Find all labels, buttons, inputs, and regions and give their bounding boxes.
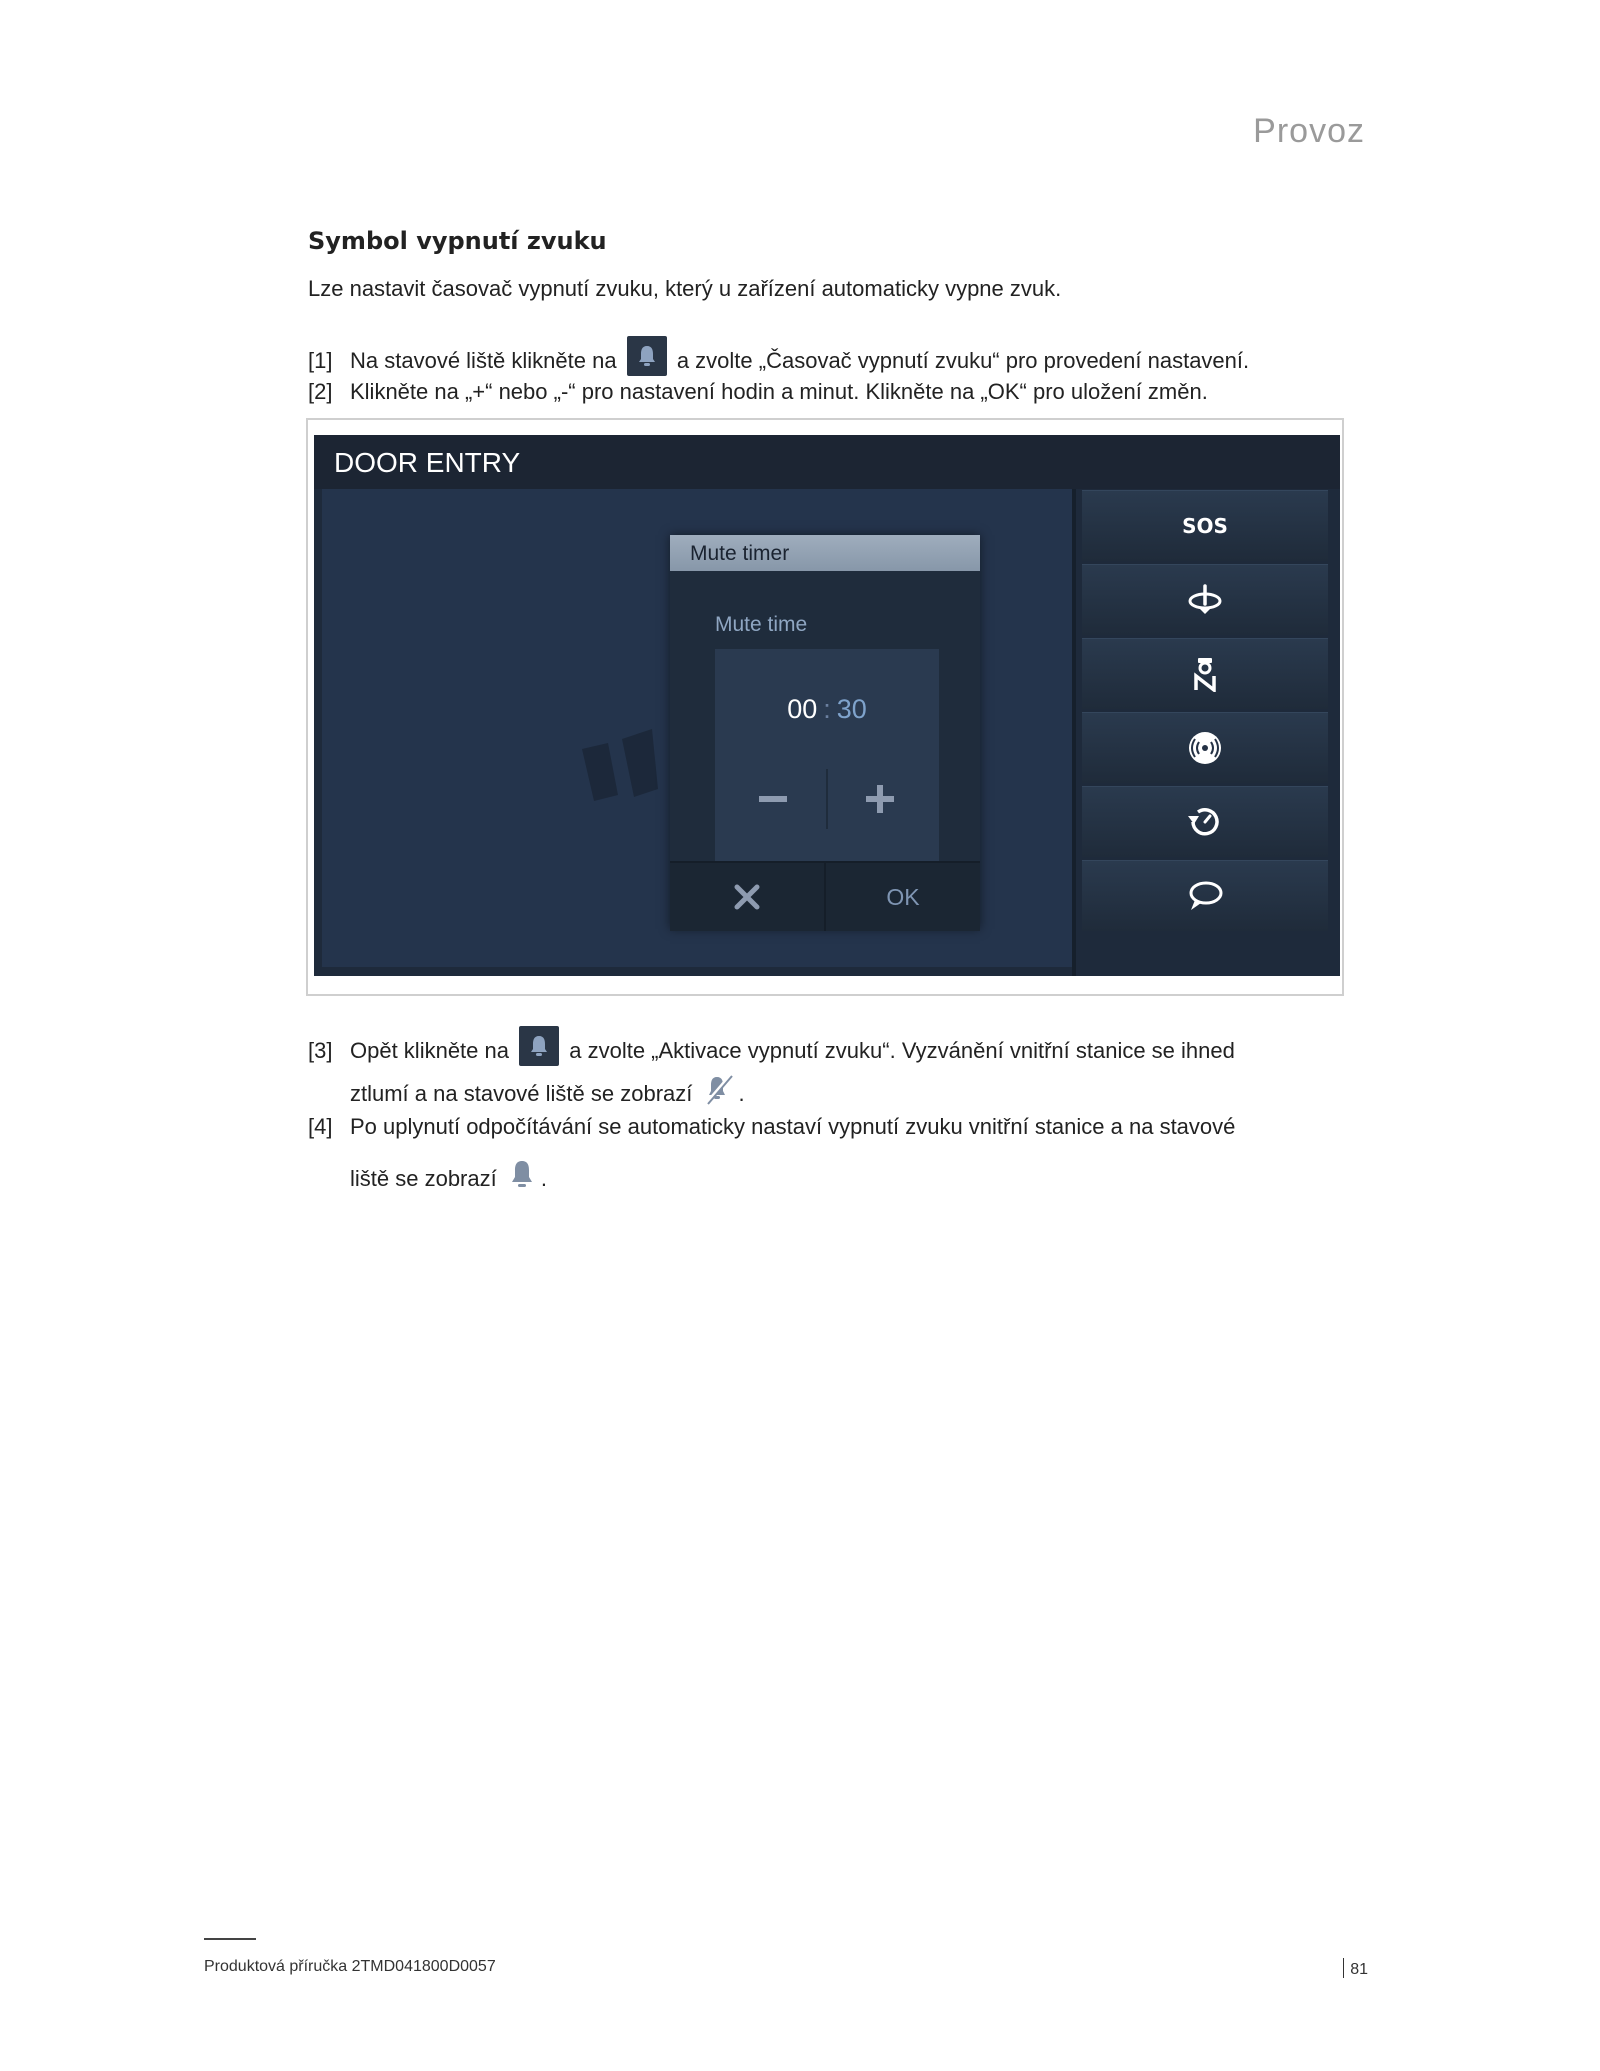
unlock-icon xyxy=(1185,582,1225,618)
intercom-button[interactable] xyxy=(1082,712,1328,783)
step-text: ztlumí a na stavové liště se zobrazí xyxy=(350,1081,693,1106)
door-entry-screen xyxy=(314,435,1340,976)
minutes-value[interactable]: 30 xyxy=(836,694,867,724)
screen-title-bar xyxy=(314,435,1340,489)
sos-icon: SOS xyxy=(1182,514,1228,538)
page-number-separator xyxy=(1343,1958,1344,1978)
time-display xyxy=(715,694,939,725)
dialog-footer xyxy=(670,861,980,931)
mute-timer-dialog xyxy=(670,535,980,929)
step-text: . xyxy=(738,1081,745,1106)
screen-title: DOOR ENTRY xyxy=(334,447,521,478)
step-number: [3] xyxy=(308,1038,333,1063)
step-number: [2] xyxy=(308,379,333,404)
time-separator: : xyxy=(823,694,831,724)
sos-button[interactable] xyxy=(1082,490,1328,561)
dialog-header xyxy=(670,535,980,571)
plus-icon xyxy=(866,785,894,813)
stepper-divider xyxy=(826,769,828,829)
step-text: a zvolte „Časovač vypnutí zvuku“ pro provedení nastavení. xyxy=(676,348,1250,373)
step-1 xyxy=(308,336,1249,376)
page-number-value: 81 xyxy=(1350,1961,1368,1978)
dialog-title: Mute timer xyxy=(690,542,790,565)
step-3 xyxy=(308,1026,1235,1066)
footer-rule xyxy=(204,1938,256,1940)
step-2 xyxy=(308,377,1208,407)
muted-bell-icon xyxy=(703,1073,735,1115)
bell-icon xyxy=(507,1158,537,1200)
message-button[interactable] xyxy=(1082,860,1328,931)
section-title: Symbol vypnutí zvuku xyxy=(308,227,607,255)
bell-icon xyxy=(627,336,667,376)
history-icon xyxy=(1185,804,1225,840)
step-number: [4] xyxy=(308,1114,333,1139)
panel-divider xyxy=(1072,489,1076,976)
hours-value[interactable]: 00 xyxy=(787,694,818,724)
increment-button[interactable] xyxy=(850,769,910,829)
step-text: Po uplynutí odpočítávání se automaticky nastaví vypnutí zvuku vnitřní stanice a na stavové xyxy=(350,1114,1236,1139)
step-4 xyxy=(308,1112,1235,1142)
cancel-button[interactable] xyxy=(670,863,824,931)
unlock-button[interactable] xyxy=(1082,564,1328,635)
step-text: Klikněte na „+“ nebo „-“ pro nastavení hodin a minut. Klikněte na „OK“ pro uložení změn. xyxy=(350,379,1208,404)
intro-paragraph: Lze nastavit časovač vypnutí zvuku, který u zařízení automaticky vypne zvuk. xyxy=(308,276,1062,301)
bell-icon xyxy=(519,1026,559,1066)
history-button[interactable] xyxy=(1082,786,1328,857)
mute-time-label: Mute time xyxy=(715,613,808,636)
step-text: liště se zobrazí xyxy=(350,1166,497,1191)
step-text: a zvolte „Aktivace vypnutí zvuku“. Vyzvánění vnitřní stanice se ihned xyxy=(569,1038,1235,1063)
decrement-button[interactable] xyxy=(743,769,803,829)
step-number: [1] xyxy=(308,348,333,373)
message-icon xyxy=(1185,878,1225,914)
step-3-line-2 xyxy=(350,1073,745,1115)
step-4-line-2 xyxy=(350,1158,547,1200)
background-door-graphic xyxy=(582,729,682,819)
ok-button[interactable]: OK xyxy=(886,883,920,910)
section-header: Provoz xyxy=(1253,112,1365,150)
step-text: Opět klikněte na xyxy=(350,1038,509,1063)
screenshot-figure xyxy=(306,418,1344,996)
step-text: Na stavové liště klikněte na xyxy=(350,348,617,373)
page-number xyxy=(1343,1958,1368,1979)
caretaker-button[interactable] xyxy=(1082,638,1328,709)
close-icon xyxy=(734,884,760,910)
footer-manual-reference: Produktová příručka 2TMD041800D0057 xyxy=(204,1958,496,1975)
step-text: . xyxy=(540,1166,547,1191)
minus-icon xyxy=(759,795,787,803)
time-picker xyxy=(715,649,939,864)
intercom-signal-icon xyxy=(1185,730,1225,766)
caretaker-icon xyxy=(1190,656,1220,692)
